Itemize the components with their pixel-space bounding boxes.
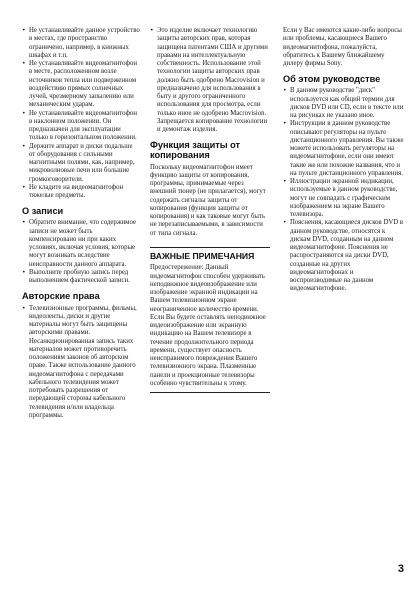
list-item: • Не устанавливайте видеомагнитофон в наклонном положении. Он предназначен для эксплуатации только в горизонтальном положении. <box>22 110 140 143</box>
section-heading-copyright: Авторские права <box>22 291 100 302</box>
section-heading-recording: О записи <box>22 206 64 217</box>
list-item: • Иллюстрации экранной индикации, используемые в данном руководстве, могут не совпадать с графическим изображением на экране Вашего телевизора. <box>283 178 405 219</box>
list-item: • Не кладите на видеомагнитофон тяжелые предметы. <box>22 184 140 201</box>
important-notes-box <box>150 247 270 393</box>
list-item: • Держите аппарат и диски подальше от оборудования с сильными магнитными полями, как, например, микроволновые печи или большие громкоговорители. <box>22 143 140 184</box>
list-item: • Выполните пробную запись перед выполнением фактической записи. <box>22 269 140 286</box>
page-number: 3 <box>397 563 404 575</box>
important-notes-heading: ВАЖНЫЕ ПРИМЕЧАНИЯ <box>150 250 255 261</box>
list-item: • В данном руководстве "диск" используется как общий термин для дисков DVD или CD, если в тексте или на рисунках не указано иное. <box>283 87 405 120</box>
list-item: • Телевизионные программы, фильмы, видеоленты, диски и другие материалы могут быть защищены авторскими правами. Несанкционированная запись таких материалов может противоречить положениям законов об авторском праве. Также использование данного видеомагнитофона с передачами кабельного телевидения может потребовать разрешения от передающей стороны кабельного телевидения и/или владельца программы. <box>22 305 140 421</box>
list-item: • Это изделие включает технологию защиты авторских прав, которая защищена патентами США и другими правами на интеллектуальную собственность. Использование этой технологии защиты авторских прав должно быть одобрено Macrovision и предназначено для использования в быту и другого ограниченного использования для просмотра, если только иное не одобрено Macrovision. Запрещается копирование технологии и демонтаж изделия. <box>150 27 270 134</box>
copyright-bullet-list <box>22 305 140 421</box>
copy-protection-paragraph: Поскольку видеомагнитофон имеет функцию защиты от копирования, программы, принимаемые через внешний тюнер (не прилагается), могут содержать сигналы защиты от копирования (функция защиты от копирования) и как таковые могут быть не перезаписываемыми, в зависимости от типа сигнала. <box>150 163 266 237</box>
list-item: • Инструкции в данном руководстве описывают регуляторы на пульте дистанционного управления. Вы также можете использовать регуляторы на видеомагнитофоне, если они имеют такие же или похожие названия, что и на пульте дистанционного управления. <box>283 120 405 178</box>
macrovision-bullet-list <box>150 27 270 134</box>
list-item: • Не устанавливайте видеомагнитофон в месте, расположенном возле источников тепла или подверженном воздействию прямых солнечных лучей, чрезмерному запылению или механическим ударам. <box>22 60 140 110</box>
section-heading-about-manual: Об этом руководстве <box>283 74 381 85</box>
recording-bullet-list <box>22 219 140 285</box>
important-notes-paragraph: Предостережение: Данный видеомагнитофон способен удерживать неподвижное видеоизображение или изображение экранной индикации на Вашем телевизионном экране неограниченное количество времени. Если Вы будете оставлять неподвижное видеоизображение или экранную индикацию на Вашем телевизоре в течение продолжительного периода времени, существует опасность неисправимого повреждения Вашего телевизионного экрана. Плазменные панели и проекционные телевизоры особенно чувствительны к этому. <box>150 264 266 387</box>
manual-bullet-list <box>283 87 405 293</box>
list-item: • Обратите внимание, что содержимое записи не может быть компенсировано ни при каких условиях, включая условия, которые могут возникать вследствие неисправности данного аппарата. <box>22 219 140 269</box>
dealer-contact-paragraph: Если у Вас имеются какие-либо вопросы или проблемы, касающиеся Вашего видеомагнитофона, пожалуйста, обратитесь к Вашему ближайшему дилеру фирмы Sony. <box>283 27 402 67</box>
column-right <box>283 27 405 294</box>
section-heading-copy-protection: Функция защиты от копирования <box>150 140 241 161</box>
column-left <box>22 27 140 420</box>
column-middle <box>150 27 270 393</box>
list-item: • Пояснения, касающиеся дисков DVD в данном руководстве, относятся к дискам DVD, созданным на данном видеомагнитофоне. Пояснения не распространяются на диски DVD, созданные на других видеомагнитофонах и воспроизводимые на данном видеомагнитофоне. <box>283 219 405 293</box>
installation-bullet-list <box>22 27 140 200</box>
list-item: • Не устанавливайте данное устройство в местах, где пространство ограничено, например, в книжных шкафах и т.п. <box>22 27 140 60</box>
